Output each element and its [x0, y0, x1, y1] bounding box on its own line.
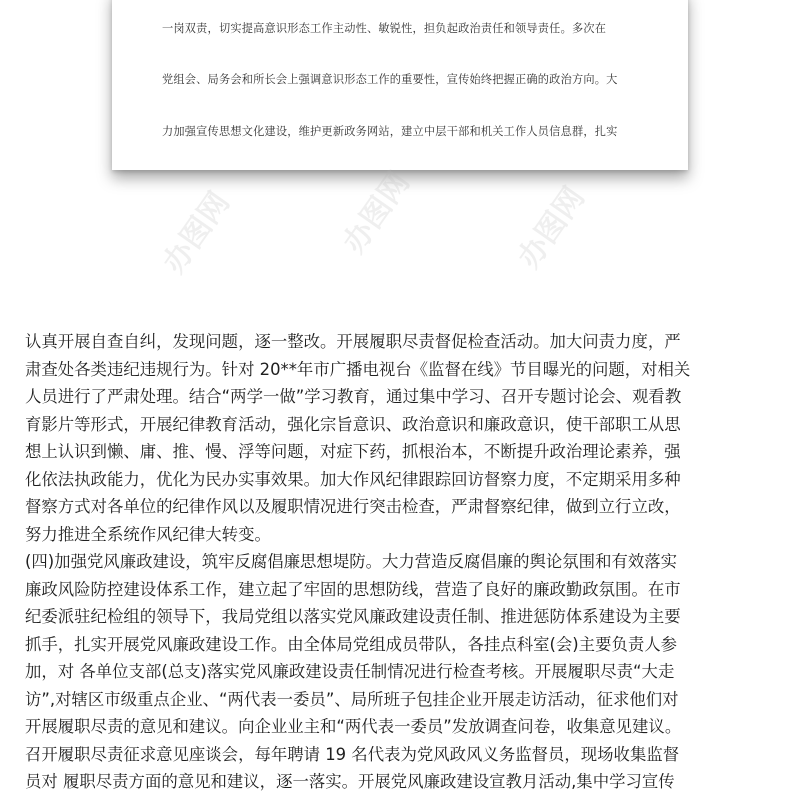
watermark: 办图网	[336, 165, 417, 260]
document-line: 人员进行了严肃处理。结合“两学一做”学习教育，通过集中学习、召开专题讨论会、观看教	[25, 387, 682, 406]
document-line: 纪委派驻纪检组的领导下，我局党组以落实党风廉政建设责任制、推进惩防体系建设为主要	[25, 607, 681, 626]
preview-text	[162, 0, 654, 170]
document-line: 员对 履职尽责方面的意见和建议，逐一落实。开展党风廉政建设宣教月活动,集中学习宣传	[25, 772, 675, 791]
document-line: 召开履职尽责征求意见座谈会，每年聘请 19 名代表为党风政风义务监督员，现场收集监督	[25, 744, 680, 764]
preview-line: 一岗双责，切实提高意识形态工作主动性、敏锐性，担负起政治责任和领导责任。多次在	[162, 22, 607, 36]
watermark: 办图网	[156, 185, 237, 280]
document-line: (四)加强党风廉政建设，筑牢反腐倡廉思想堤防。大力营造反腐倡廉的舆论氛围和有效落实	[25, 552, 678, 571]
document-line: 督察方式对各单位的纪律作风以及履职情况进行突击检查，严肃督察纪律，做到立行立改，	[25, 497, 681, 516]
document-line: 加，对 各单位支部(总支)落实党风廉政建设责任制情况进行检查考核。开展履职尽责“大走	[25, 662, 675, 681]
document-line: 廉政风险防控建设体系工作，建立起了牢固的思想防线，营造了良好的廉政勤政氛围。在市	[25, 579, 681, 599]
preview-line: 党组会、局务会和所长会上强调意识形态工作的重要性，宣传始终把握正确的政治方向。大	[162, 73, 618, 87]
preview-area	[0, 0, 800, 300]
document-line: 想上认识到懒、庸、推、慢、浮等问题，对症下药，抓根治本，不断提升政治理论素养，强	[25, 442, 681, 461]
document-line: 开展履职尽责的意见和建议。向企业业主和“两代表一委员”发放调查问卷，收集意见建议。	[25, 717, 682, 736]
document-body	[25, 328, 785, 796]
watermark: 办图网	[511, 180, 592, 275]
document-line: 努力推进全系统作风纪律大转变。	[25, 524, 271, 544]
document-line: 肃查处各类违纪违规行为。针对 20**年市广播电视台《监督在线》节目曝光的问题，对相关	[25, 359, 691, 379]
document-line: 访”,对辖区市级重点企业、“两代表一委员”、局所班子包挂企业开展走访活动，征求他们对	[25, 689, 679, 709]
document-line: 化依法执政能力，优化为民办实事效果。加大作风纪律跟踪回访督察力度，不定期采用多种	[25, 469, 681, 489]
document-line: 认真开展自查自纠，发现问题，逐一整改。开展履职尽责督促检查活动。加大问责力度，严	[25, 332, 681, 351]
preview-line: 力加强宣传思想文化建设，维护更新政务网站，建立中层干部和机关工作人员信息群，扎实	[162, 124, 618, 138]
document-preview-card	[112, 0, 688, 170]
document-line: 育影片等形式，开展纪律教育活动，强化宗旨意识、政治意识和廉政意识，使干部职工从思	[25, 414, 681, 434]
document-line: 抓手，扎实开展党风廉政建设工作。由全体局党组成员带队，各挂点科室(会)主要负责人参	[25, 634, 678, 654]
